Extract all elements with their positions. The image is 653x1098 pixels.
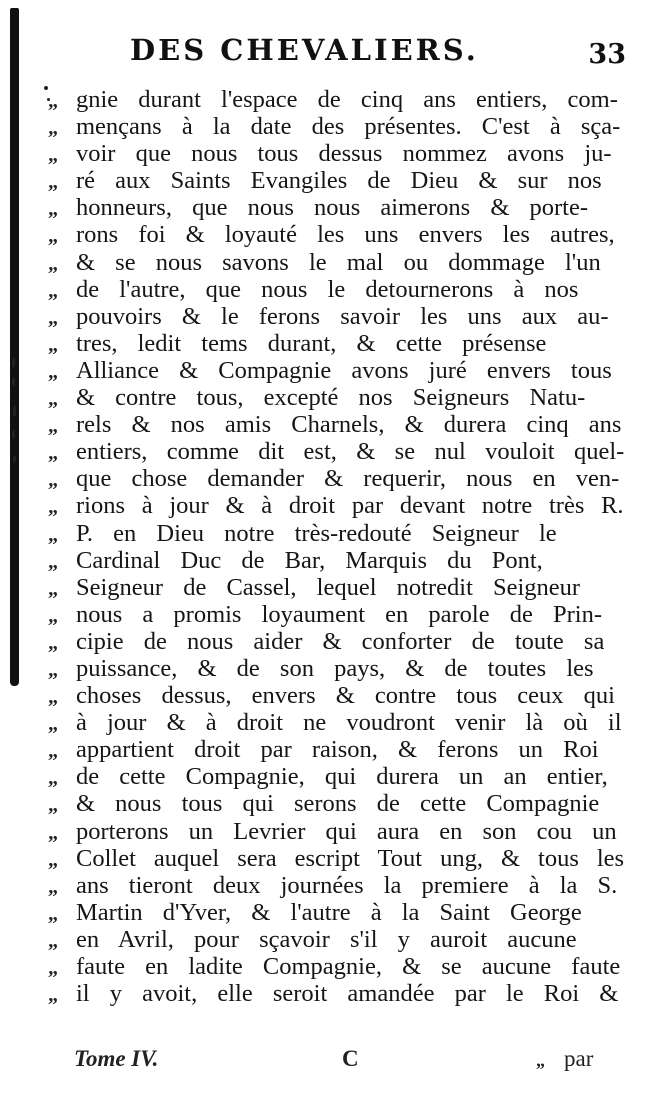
text-line (36, 221, 626, 248)
quote-mark: „ (48, 198, 58, 221)
quote-mark: „ (48, 821, 58, 844)
quote-mark: „ (48, 469, 58, 492)
line-text: ans tieront deux journées la premiere à la S. (76, 871, 618, 899)
line-text: en Avril, pour sçavoir s'il y auroit aucune (76, 925, 577, 953)
text-line (36, 330, 626, 357)
line-text: faute en ladite Compagnie, & se aucune faute (76, 953, 621, 980)
text-line (36, 709, 626, 736)
line-text: Martin d'Yver, & l'autre à la Saint George (76, 898, 582, 926)
quote-mark: „ (48, 252, 58, 275)
line-text: nous a promis loyaument en parole de Prin- (76, 600, 602, 628)
text-line (36, 818, 626, 845)
text-line (36, 86, 626, 113)
line-text: à jour & à droit ne voudront venir là où il (76, 709, 622, 737)
line-text: de cette Compagnie, qui durera un an entier, (76, 763, 608, 791)
quote-mark: „ (48, 957, 58, 979)
line-text: cipie de nous aider & conforter de toute sa (76, 627, 605, 655)
text-line (36, 628, 626, 655)
quote-mark: „ (48, 333, 58, 356)
line-text: Seigneur de Cassel, lequel notredit Seigneur (76, 573, 581, 601)
line-text: honneurs, que nous nous aimerons & porte- (76, 194, 588, 222)
text-line (36, 357, 626, 384)
text-line (36, 574, 626, 601)
text-line (36, 411, 626, 438)
text-line (36, 899, 626, 926)
quote-mark: „ (48, 604, 58, 627)
text-line (36, 249, 626, 276)
quote-mark: „ (48, 767, 58, 790)
text-line (36, 763, 626, 790)
line-text: mençans à la date des présentes. C'est à sça- (76, 113, 621, 141)
quote-mark: „ (48, 171, 58, 194)
quote-mark: „ (48, 577, 58, 600)
line-text: rons foi & loyauté les uns envers les autres, (76, 221, 615, 249)
line-text: P. en Dieu notre très-redouté Seigneur le (76, 519, 557, 547)
quote-mark: „ (48, 360, 58, 383)
line-text: porterons un Levrier qui aura en son cou un (76, 817, 617, 845)
line-text: & contre tous, excepté nos Seigneurs Natu- (76, 384, 586, 412)
running-head (130, 33, 630, 77)
quote-mark: „ (48, 550, 58, 573)
text-line (36, 520, 626, 547)
quote-mark: „ (48, 388, 58, 411)
text-line (36, 980, 626, 1007)
text-line (36, 872, 626, 899)
text-line (36, 601, 626, 628)
quote-mark: „ (48, 496, 58, 519)
line-text: entiers, comme dit est, & se nul vouloit quel- (76, 438, 625, 466)
quote-mark: „ (48, 442, 58, 465)
text-line (36, 303, 626, 330)
line-text: voir que nous tous dessus nommez avons ju- (76, 140, 612, 168)
line-text: tres, ledit tems durant, & cette présense (76, 329, 547, 357)
quote-mark: „ (48, 929, 58, 952)
page-footer (74, 1046, 614, 1080)
binding-gutter (10, 8, 19, 686)
signature-mark: C (342, 1046, 359, 1071)
text-line (36, 276, 626, 303)
quote-mark: „ (48, 631, 58, 654)
page-number: 33 (588, 39, 626, 70)
text-line (36, 140, 626, 167)
line-text: appartient droit par raison, & ferons un Roi (76, 736, 599, 764)
catchword-quote-mark: „ (536, 1050, 545, 1070)
line-text: pouvoirs & le ferons savoir les uns aux au- (76, 302, 609, 330)
quote-mark: „ (48, 875, 58, 898)
quote-mark: „ (48, 523, 58, 546)
text-line (36, 682, 626, 709)
line-text: il y avoit, elle seroit amandée par le Roi & (76, 980, 619, 1008)
quote-mark: „ (48, 117, 58, 140)
text-line (36, 655, 626, 682)
text-line (36, 113, 626, 140)
text-line (36, 492, 626, 519)
quote-mark: „ (48, 740, 58, 763)
text-line (36, 167, 626, 194)
text-line (36, 547, 626, 574)
line-text: puissance, & de son pays, & de toutes les (76, 654, 594, 682)
text-line (36, 736, 626, 763)
quote-mark: „ (48, 902, 58, 925)
quote-mark: „ (48, 90, 58, 112)
text-line (36, 926, 626, 953)
text-line (36, 438, 626, 465)
line-text: que chose demander & requerir, nous en ven- (76, 465, 620, 493)
line-text: de l'autre, que nous le detournerons à nos (76, 275, 579, 303)
line-text: & se nous savons le mal ou dommage l'un (76, 248, 601, 276)
body-text (36, 86, 626, 1007)
quote-mark: „ (48, 713, 58, 736)
line-text: Cardinal Duc de Bar, Marquis du Pont, (76, 546, 543, 574)
quote-mark: „ (48, 658, 58, 681)
line-text: choses dessus, envers & contre tous ceux qui (76, 682, 615, 710)
quote-mark: „ (48, 984, 58, 1007)
quote-mark: „ (48, 794, 58, 817)
volume-label: Tome IV. (74, 1046, 159, 1071)
text-line (36, 384, 626, 411)
quote-mark: „ (48, 306, 58, 329)
line-text: Alliance & Compagnie avons juré envers tous (76, 356, 612, 384)
text-line (36, 465, 626, 492)
text-line (36, 845, 626, 872)
line-text: ré aux Saints Evangiles de Dieu & sur nos (76, 167, 602, 195)
text-line (36, 790, 626, 817)
line-text: Collet auquel sera escript Tout ung, & tous les (76, 844, 625, 872)
line-text: gnie durant l'espace de cinq ans entiers, com- (76, 86, 618, 113)
line-text: rions à jour & à droit par devant notre très R. (76, 492, 624, 520)
quote-mark: „ (48, 279, 58, 302)
quote-mark: „ (48, 144, 58, 167)
text-line (36, 953, 626, 980)
quote-mark: „ (48, 415, 58, 438)
quote-mark: „ (48, 225, 58, 248)
text-line (36, 194, 626, 221)
running-head-title: DES CHEVALIERS. (130, 33, 479, 67)
line-text: & nous tous qui serons de cette Compagnie (76, 790, 600, 818)
quote-mark: „ (48, 686, 58, 709)
line-text: rels & nos amis Charnels, & durera cinq ans (76, 411, 622, 439)
catchword: par (564, 1046, 594, 1071)
quote-mark: „ (48, 848, 58, 871)
